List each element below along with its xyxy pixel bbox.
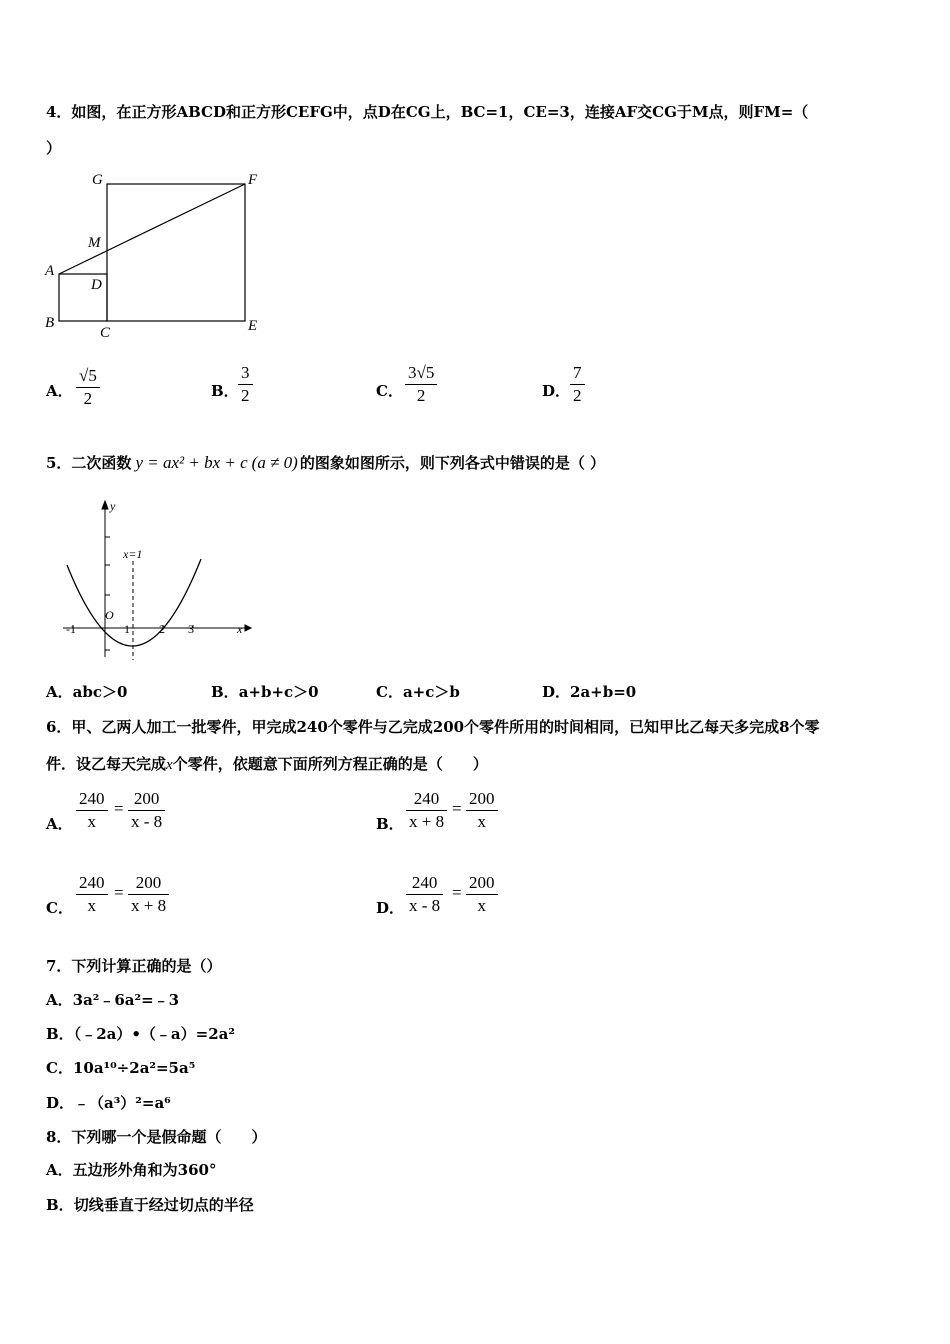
- q4-option-d-label: D．: [542, 382, 571, 400]
- square-cefg: [107, 184, 245, 321]
- tick-3: 3: [188, 622, 194, 636]
- q5-condition: (a ≠ 0): [251, 453, 298, 472]
- denominator: 2: [83, 389, 93, 408]
- equals-sign: =: [114, 883, 124, 902]
- q5-suffix: 的图象如图所示，则下列各式中错误的是（ ）: [299, 454, 606, 472]
- q4-option-c-fraction: [405, 362, 437, 407]
- q5-formula: y = ax² + bx + c: [135, 453, 248, 472]
- equals-sign: =: [452, 799, 462, 818]
- numerator: 7: [573, 363, 582, 382]
- q6-option-c-label: C．: [46, 899, 73, 917]
- q6-option-c-left-fraction: 240 x: [76, 872, 108, 917]
- label-d: D: [91, 277, 102, 293]
- q5-parabola-graph: [55, 495, 255, 670]
- q4-option-a-label: A．: [46, 382, 73, 400]
- q6-option-d-left-fraction: 240 x - 8: [406, 872, 443, 917]
- denominator: 2: [416, 386, 426, 405]
- q7-option-c: C．10a¹⁰÷2a²=5a⁵: [46, 1059, 196, 1077]
- q4-option-a-fraction: [76, 365, 100, 410]
- numerator: 3: [241, 363, 250, 382]
- x-axis-arrow: [245, 625, 251, 631]
- q6-stem-line2: 件．设乙每天完成x个零件，依题意下面所列方程正确的是（ ）: [46, 755, 488, 773]
- origin-label: O: [105, 608, 114, 622]
- q5-option-d: D．2a+b=0: [542, 683, 637, 701]
- q8-option-b: B．切线垂直于经过切点的半径: [46, 1196, 254, 1214]
- denominator: 2: [241, 386, 250, 405]
- axis-line-label: x=1: [123, 547, 143, 561]
- q6-option-a-right-fraction: 200 x - 8: [128, 788, 165, 833]
- tick-1: 1: [124, 622, 130, 636]
- q6-option-b-left-fraction: 240 x + 8: [406, 788, 447, 833]
- label-g: G: [92, 172, 103, 188]
- q8-stem: 8．下列哪一个是假命题（ ）: [46, 1128, 267, 1146]
- q7-option-b: B．（﹣2a）•（﹣a）=2a²: [46, 1025, 235, 1043]
- label-b: B: [45, 315, 55, 331]
- q6-option-c-right-fraction: 200 x + 8: [128, 872, 169, 917]
- label-a: A: [45, 263, 55, 279]
- q6-stem-line1: 6．甲、乙两人加工一批零件，甲完成240个零件与乙完成200个零件所用的时间相同，已知甲比乙每天多完成8个零: [46, 718, 820, 736]
- numerator: √5: [79, 366, 97, 385]
- numerator: 3√5: [408, 363, 435, 382]
- denominator: 2: [573, 386, 582, 405]
- q5-prefix: 5．二次函数: [46, 454, 132, 472]
- q8-option-a: A．五边形外角和为360°: [46, 1161, 217, 1179]
- parabola-curve: [67, 559, 201, 646]
- q4-figure: [40, 165, 280, 345]
- tick-neg1: -1: [66, 622, 76, 636]
- q4-stem-line2: ）: [46, 139, 62, 157]
- q6-option-d-label: D．: [376, 899, 405, 917]
- label-m: M: [88, 235, 101, 251]
- q7-stem: 7．下列计算正确的是（）: [46, 957, 222, 975]
- y-axis-arrow: [102, 501, 108, 509]
- x-axis-label: x: [237, 622, 243, 636]
- q4-option-b-fraction: [238, 362, 253, 407]
- q6-option-a-label: A．: [46, 815, 73, 833]
- q6-option-b-label: B．: [376, 815, 404, 833]
- q6-option-d-right-fraction: 200 x: [466, 872, 498, 917]
- q5-option-c: C．a+c＞b: [376, 683, 460, 701]
- q5-option-a: A．abc＞0: [46, 683, 128, 701]
- label-e: E: [248, 318, 258, 334]
- equals-sign: =: [114, 799, 124, 818]
- equals-sign: =: [452, 883, 462, 902]
- q5-option-b: B．a+b+c＞0: [211, 683, 319, 701]
- q4-stem-line1: 4．如图，在正方形ABCD和正方形CEFG中，点D在CG上，BC=1，CE=3，连接AF交CG于M点，则FM=（: [46, 103, 809, 121]
- q5-stem: [46, 453, 605, 473]
- q6-option-a-left-fraction: 240 x: [76, 788, 108, 833]
- q7-option-a: A．3a²﹣6a²=﹣3: [46, 991, 180, 1009]
- segment-af: [59, 184, 245, 274]
- q4-option-c-label: C．: [376, 382, 403, 400]
- label-f: F: [248, 172, 258, 188]
- tick-2: 2: [159, 622, 165, 636]
- q6-option-b-right-fraction: 200 x: [466, 788, 498, 833]
- label-c: C: [100, 325, 111, 341]
- q7-option-d: D．﹣（a³）²=a⁶: [46, 1094, 171, 1112]
- q4-option-b-label: B．: [211, 382, 239, 400]
- q4-option-d-fraction: [570, 362, 585, 407]
- y-axis-label: y: [110, 499, 116, 513]
